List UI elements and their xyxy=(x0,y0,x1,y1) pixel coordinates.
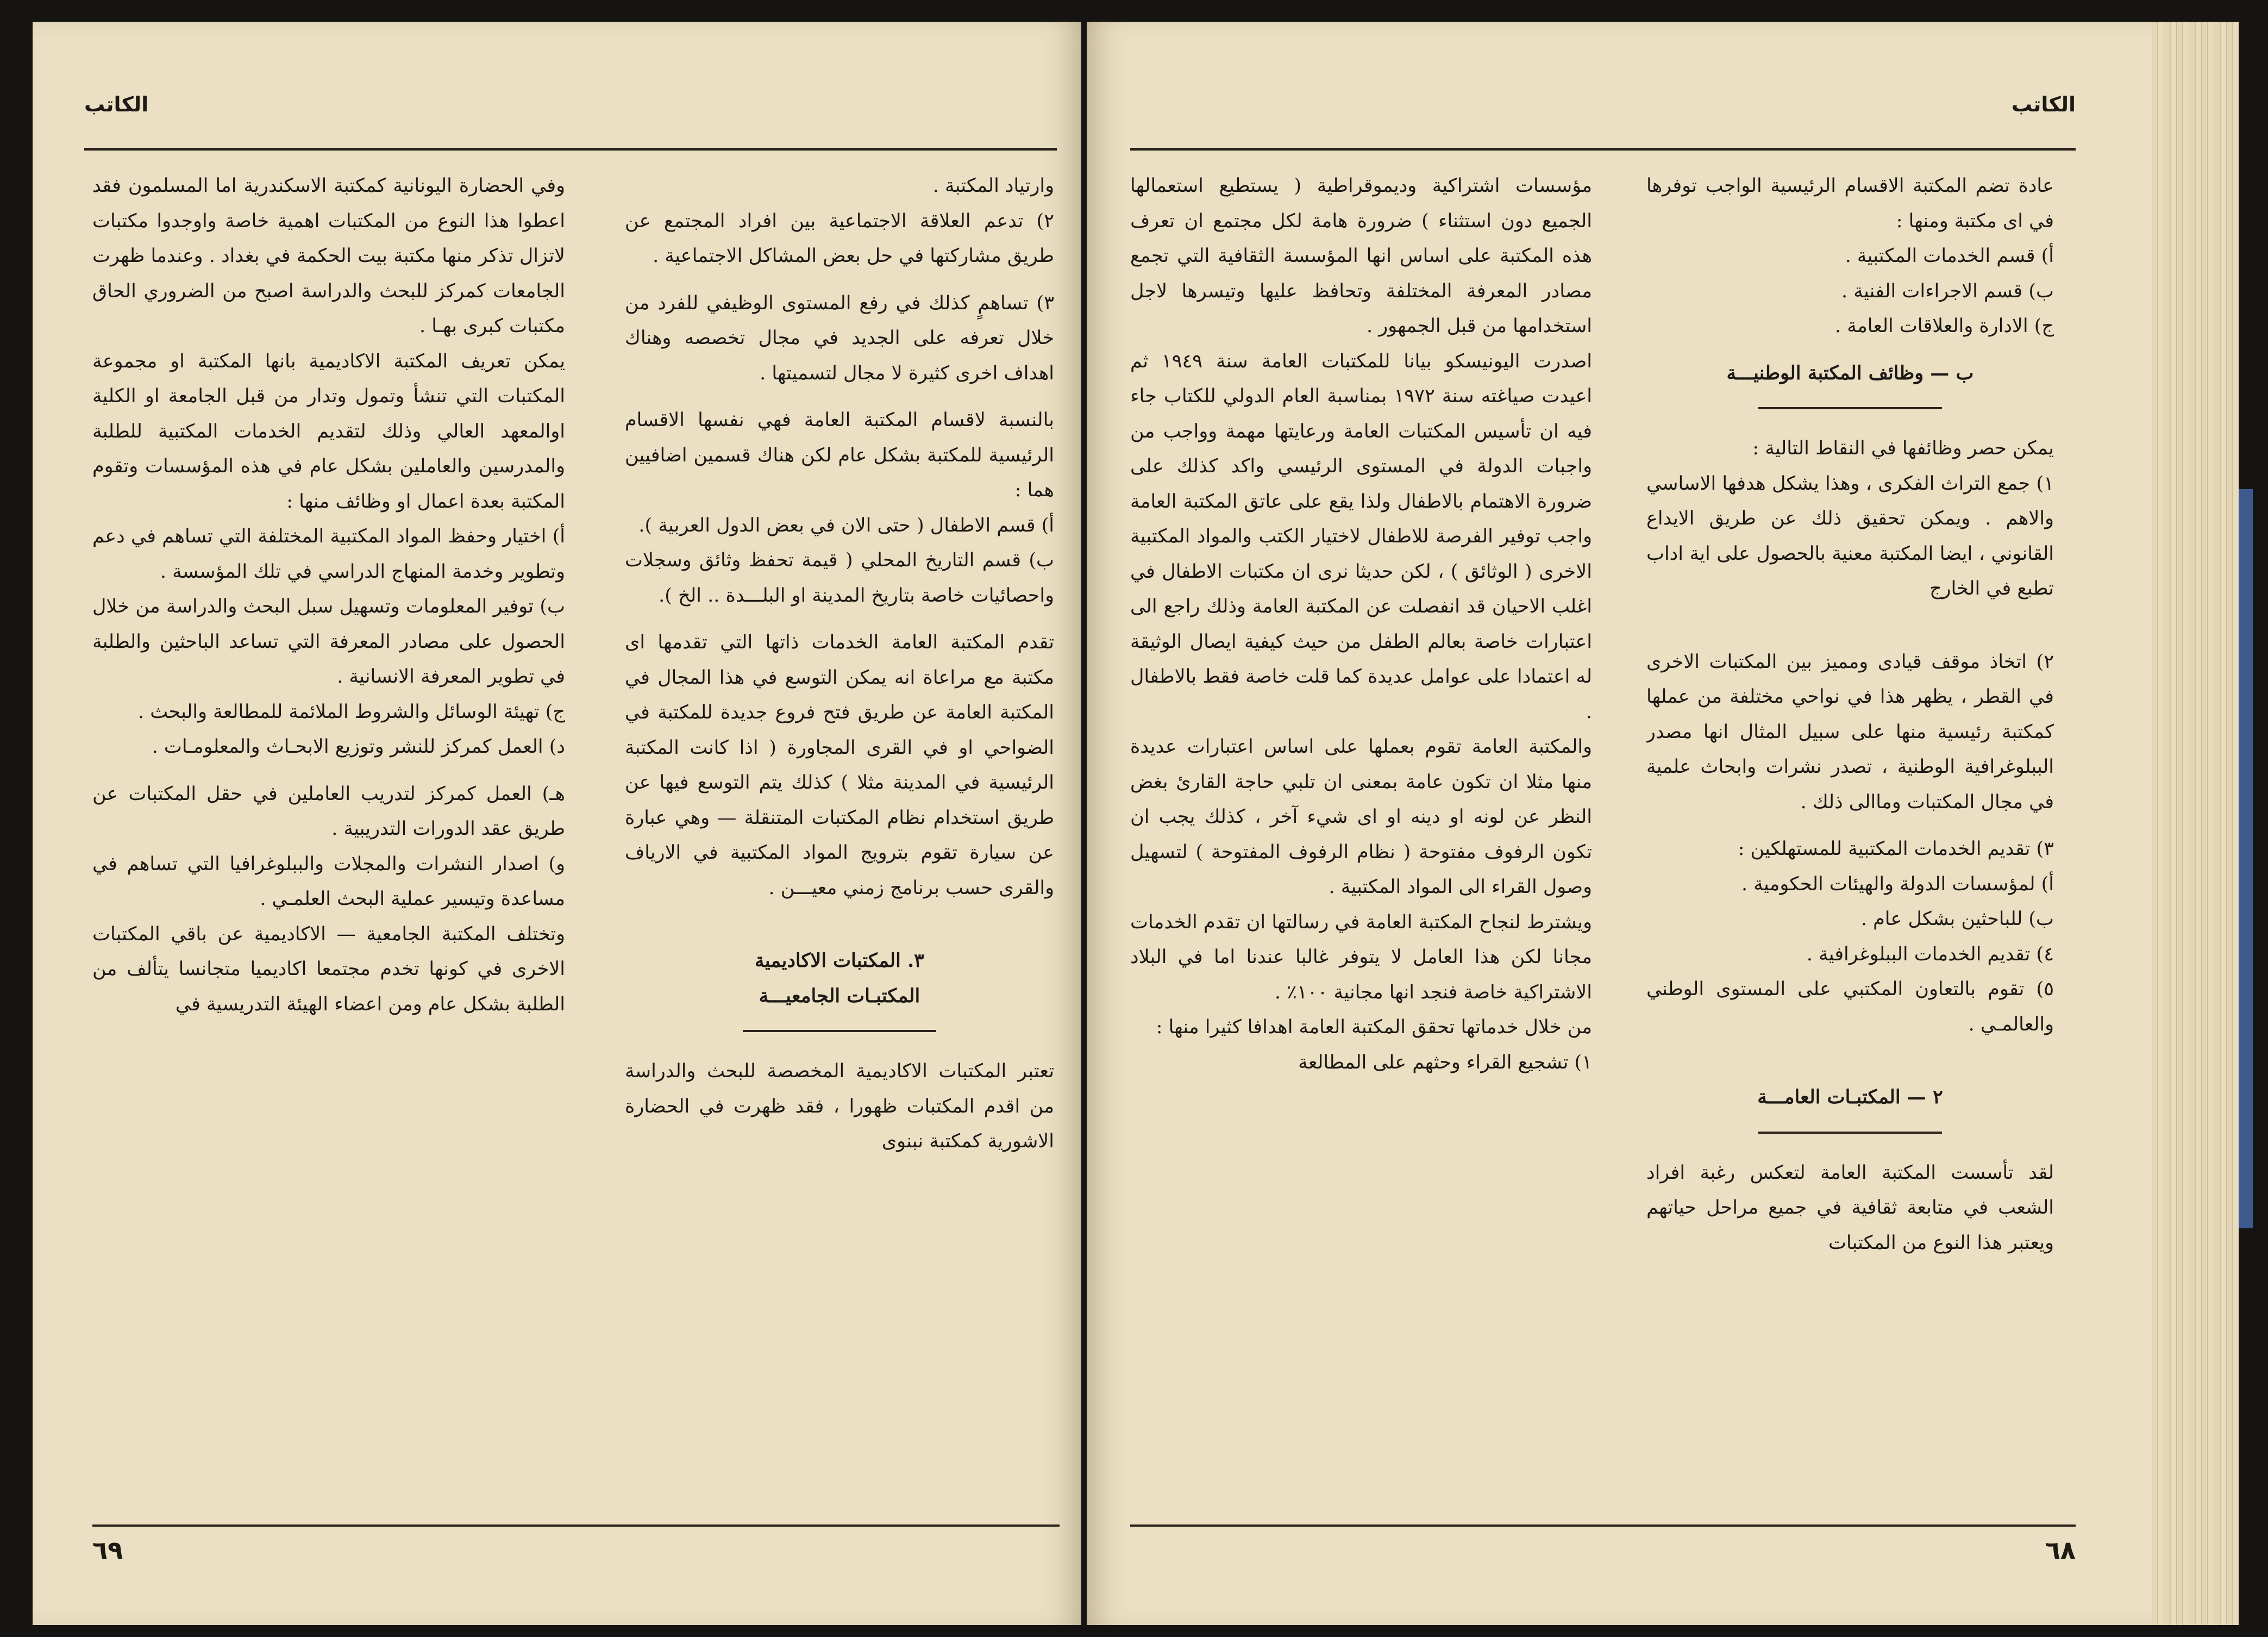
paragraph: أ) اختيار وحفظ المواد المكتبية المختلفة التي تساهم في دعم وتطوير وخدمة المنهاج الدراسي في تلك المؤسسة . xyxy=(92,526,565,583)
paragraph: ١) جمع التراث الفكرى ، وهذا يشكل هدفها الاساسي والاهم . ويمكن تحقيق ذلك عن طريق الايداع القانوني ، ايضا المكتبة معنية بالحصول على اية اداب تطبع في الخارج xyxy=(1646,472,2054,599)
paragraph: والمكتبة العامة تقوم بعملها على اساس اعتبارات عديدة منها مثلا ان تكون عامة بمعنى ان تلبي حاجة القارئ بغض النظر عن لونه او دينه او اى شيء آخر ، كذلك يجب ان تكون الرفوف مفتوحة ( نظام الرفوف المفتوحة ) لتسهيل وصول القراء الى المواد المكتبية . xyxy=(1130,736,1592,898)
paragraph: ٢) تدعم العلاقة الاجتماعية بين افراد المجتمع عن طريق مشاركتها في حل بعض المشاكل الاجتماعية . xyxy=(625,210,1054,267)
paragraph: يمكن حصر وظائفها في النقاط التالية : xyxy=(1752,438,2054,459)
paragraph: ج) تهيئة الوسائل والشروط الملائمة للمطالعة والبحث . xyxy=(137,701,565,723)
paragraph: ج) الادارة والعلاقات العامة . xyxy=(1835,315,2054,337)
paragraph: و) اصدار النشرات والمجلات والببلوغرافيا التي تساهم في مساعدة وتيسير عملية البحث العلمـي . xyxy=(92,853,565,910)
paragraph: لقد تأسست المكتبة العامة لتعكس رغبة افراد الشعب في متابعة ثقافية في جميع مراحل حياتهم ويعتبر هذا النوع من المكتبات xyxy=(1646,1161,2054,1254)
paragraph: من خلال خدماتها تحقق المكتبة العامة اهدافا كثيرا منها : xyxy=(1156,1016,1592,1038)
footer-rule xyxy=(92,1524,1060,1527)
paragraph: هـ) العمل كمركز لتدريب العاملين في حقل المكتبات عن طريق عقد الدورات التدريبية . xyxy=(92,783,565,840)
paragraph: ٣) تقديم الخدمات المكتبية للمستهلكين : xyxy=(1738,838,2054,860)
paragraph: تقدم المكتبة العامة الخدمات ذاتها التي تقدمها اى مكتبة مع مراعاة انه يمكن التوسع في هذا المجال في المكتبة العامة عن طريق فتح فروع جديدة للمكتبة في الضواحي او في القرى المجاورة ( اذا كانت المكتبة الرئيسية في المدينة مثلا ) كذلك يتم التوسع فيها عن طريق استخدام نظام المكتبات المتنقلة — وهي عبارة عن سيارة تقوم بترويج المواد المكتبية في الارياف والقرى حسب برنامج زمني معيـــن . xyxy=(625,632,1054,899)
paragraph: ويشترط لنجاح المكتبة العامة في رسالتها ان تقدم الخدمات مجانا لكن هذا العامل لا يتوفر غالبا عندنا اما في البلاد الاشتراكية خاصة فنجد انها مجانية ١٠٠٪ . xyxy=(1130,911,1592,1003)
paragraph: ٣) تساهمٍ كذلك في رفع المستوى الوظيفي للفرد من خلال تعرفه على الجديد في مجال تخصصه وهناك اهداف اخرى كثيرة لا مجال لتسميتها . xyxy=(625,292,1054,384)
running-header: الكاتب xyxy=(2011,92,2076,116)
paragraph: وفي الحضارة اليونانية كمكتبة الاسكندرية اما المسلمون فقد اعطوا هذا النوع من المكتبات اهمية خاصة واوجدوا مكتبات لاتزال تذكر منها مكتبة بيت الحكمة في بغداد . وعندما ظهرت الجامعات كمركز للبحث والدراسة اصبح من الضروري الحاق مكتبات كبرى بهـا . xyxy=(92,175,565,337)
paragraph: اصدرت اليونيسكو بيانا للمكتبات العامة سنة ١٩٤٩ ثم اعيدت صياغته سنة ١٩٧٢ بمناسبة العام الدولي للكتاب جاء فيه ان تأسيس المكتبات العامة ورعايتها مهمة وواجب من واجبات الدولة في المستوى الرئيسي واكد كذلك على ضرورة الاهتمام بالاطفال ولذا يقع على عاتق المكتبة العامة واجب توفير الفرصة للاطفال لاختيار الكتب والمواد المكتبية الاخرى ( الوثائق ) ، لكن حديثا نرى ان مكتبات الاطفال في اغلب الاحيان قد انفصلت عن المكتبة العامة وذلك راجع الى اعتبارات خاصة بعالم الطفل من حيث كيفية ايصال الوثيقة له اعتمادا على عوامل عديدة كما قلت خاصة فقط بالاطفال . xyxy=(1130,350,1592,723)
section-rule xyxy=(1758,407,1942,409)
paragraph: ب) توفير المعلومات وتسهيل سبل البحث والدراسة من خلال الحصول على مصادر المعرفة التي تساعد الباحثين والطلبة في تطوير المعرفة الانسانية . xyxy=(92,596,565,688)
paragraph: ٤) تقديم الخدمات الببلوغرافية . xyxy=(1806,943,2054,965)
left-page-column-right xyxy=(625,168,1054,1516)
section-heading: المكتبـات الجامعيـــة xyxy=(759,984,920,1007)
paragraph: د) العمل كمركز للنشر وتوزيع الابحـاث والمعلومـات . xyxy=(152,736,565,758)
header-rule xyxy=(84,148,1057,151)
section-heading: ٣. المكتبات الاكاديمية xyxy=(755,949,924,972)
paragraph: بالنسبة لاقسام المكتبة العامة فهي نفسها الاقسام الرئيسية للمكتبة بشكل عام لكن هناك قسمين اضافيين هما : xyxy=(625,409,1054,501)
page-number: ٦٩ xyxy=(92,1535,123,1565)
section-heading: ب — وظائف المكتبة الوطنيـــة xyxy=(1726,361,1974,384)
paragraph: ٥) تقوم بالتعاون المكتبي على المستوى الوطني والعالمـي . xyxy=(1646,978,2054,1035)
left-page xyxy=(33,22,1081,1625)
paragraph: تعتبر المكتبات الاكاديمية المخصصة للبحث والدراسة من اقدم المكتبات ظهورا ، فقد ظهرت في الحضارة الاشورية كمكتبة نبنوى xyxy=(625,1060,1054,1152)
right-page xyxy=(1087,22,2152,1625)
paragraph: أ) قسم الاطفال ( حتى الان في بعض الدول العربية ). xyxy=(638,514,1054,536)
paragraph: أ) لمؤسسات الدولة والهيئات الحكومية . xyxy=(1741,873,2054,895)
left-page-column-left xyxy=(92,168,565,1516)
paragraph: ب) للباحثين بشكل عام . xyxy=(1860,908,2054,930)
paragraph: ١) تشجيع القراء وحثهم على المطالعة xyxy=(1298,1051,1592,1073)
page-edges xyxy=(2152,22,2239,1625)
paragraph: وتختلف المكتبة الجامعية — الاكاديمية عن باقي المكتبات الاخرى في كونها تخدم مجتمعا اكاديميا متجانسا يتألف من الطلبة بشكل عام ومن اعضاء الهيئة التدريسية في xyxy=(92,923,565,1015)
header-rule xyxy=(1130,148,2076,151)
right-page-column-left xyxy=(1130,168,1592,1516)
paragraph: ب) قسم التاريخ المحلي ( قيمة تحفظ وثائق وسجلات واحصائيات خاصة بتاريخ المدينة او البلـــدة .. الخ ). xyxy=(625,549,1054,607)
section-rule xyxy=(1758,1132,1942,1134)
section-heading: ٢ — المكتبـات العامـــة xyxy=(1757,1086,1943,1108)
cover-edge xyxy=(2239,489,2253,1228)
paragraph: عادة تضم المكتبة الاقسام الرئيسية الواجب توفرها في اى مكتبة ومنها : xyxy=(1646,175,2054,232)
right-page-column-right xyxy=(1646,168,2054,1516)
running-header: الكاتب xyxy=(84,92,149,116)
paragraph: مؤسسات اشتراكية وديموقراطية ( يستطيع استعمالها الجميع دون استثناء ) ضرورة هامة لكل مجتمع ان تعرف هذه المكتبة على اساس انها المؤسسة الثقافية التي تجمع مصادر المعرفة المختلفة وتحافظ عليها وتيسرها لاجل استخدامها من قبل الجمهور . xyxy=(1130,175,1592,337)
footer-rule xyxy=(1130,1524,2076,1527)
paragraph: أ) قسم الخدمات المكتبية . xyxy=(1845,245,2054,267)
paragraph: ب) قسم الاجراءات الفنية . xyxy=(1841,280,2054,302)
section-rule xyxy=(743,1030,936,1032)
paragraph: وارتياد المكتبة . xyxy=(932,175,1054,197)
paragraph: ٢) اتخاذ موقف قيادى ومميز بين المكتبات الاخرى في القطر ، يظهر هذا في نواحي مختلفة من عملها كمكتبة رئيسية منها على سبيل المثال انها مصدر الببلوغرافية الوطنية ، تصدر نشرات وابحاث علمية في مجال المكتبات وماالى ذلك . xyxy=(1646,651,2054,813)
paragraph: يمكن تعريف المكتبة الاكاديمية بانها المكتبة او مجموعة المكتبات التي تنشأ وتمول وتدار من قبل الجامعة او الكلية اوالمعهد العالي وذلك لتقديم الخدمات المكتبية للطلبة والمدرسين والعاملين بشكل عام في هذه المؤسسات وتقوم المكتبة بعدة اعمال او وظائف منها : xyxy=(92,350,565,513)
page-number: ٦٨ xyxy=(2045,1535,2076,1565)
